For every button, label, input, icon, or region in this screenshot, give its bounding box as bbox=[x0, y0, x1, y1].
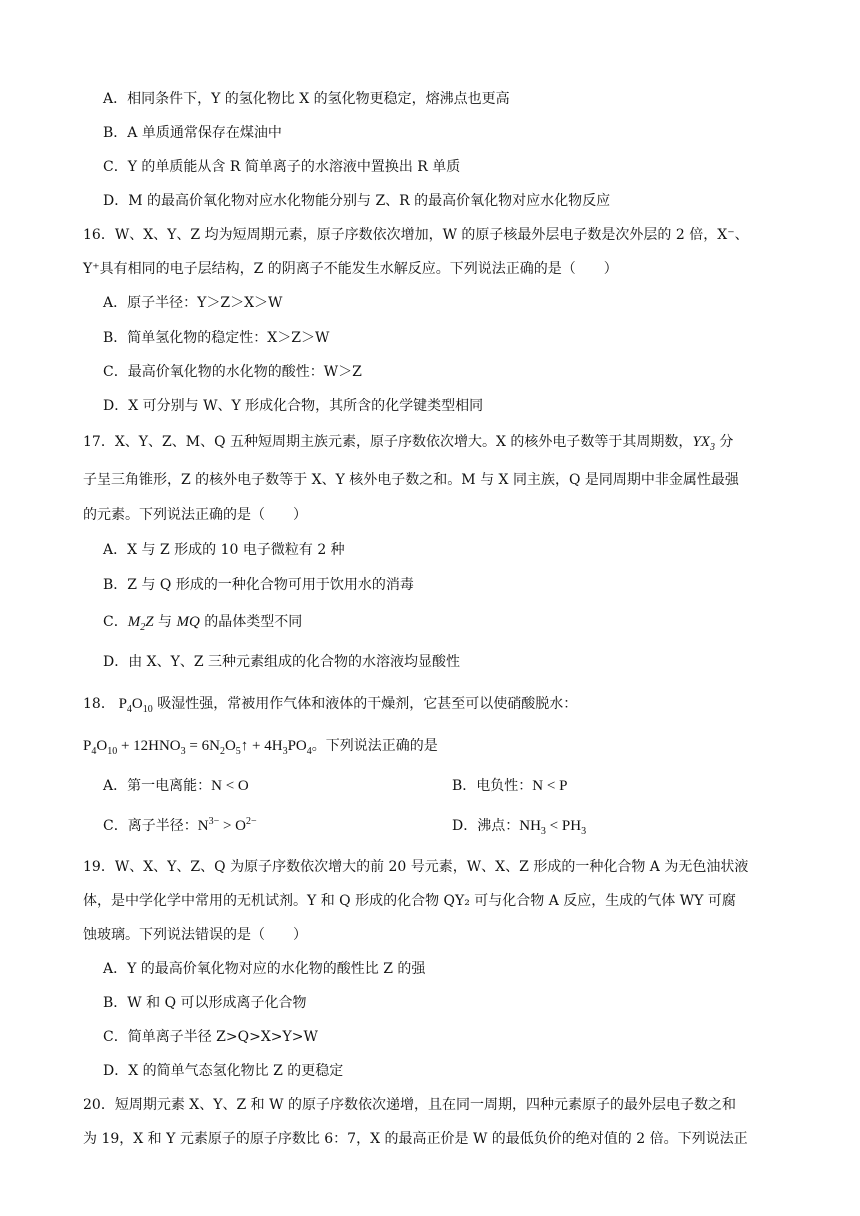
q20-stem-line1: 20．短周期元素 X、Y、Z 和 W 的原子序数依次递增，且在同一周期，四种元素原子的最外层电子数之和 bbox=[83, 1097, 736, 1113]
q16-option-d: D．X 可分别与 W、Y 形成化合物，其所含的化学键类型相同 bbox=[103, 398, 484, 414]
q17-option-a: A．X 与 Z 形成的 10 电子微粒有 2 种 bbox=[103, 542, 345, 558]
q17-option-c: C．$M_2Z$ 与 MQ 的晶体类型不同 bbox=[103, 614, 303, 633]
q17-formula-yx3: $YX_3$ bbox=[692, 434, 715, 453]
formula-mq: MQ bbox=[176, 614, 200, 630]
q16-option-b: B．简单氢化物的稳定性：X＞Z＞W bbox=[103, 330, 330, 346]
q17-stem-line1 bbox=[83, 432, 733, 452]
q16-option-a: A．原子半径：Y＞Z＞X＞W bbox=[103, 295, 283, 311]
q16-option-c: C．最高价氧化物的水化物的酸性：W＞Z bbox=[103, 364, 362, 380]
q18-option-c: C．离子半径：$N^{3-} > O^{2-}$ bbox=[103, 816, 257, 834]
q18-option-d: D．沸点：$NH_3 < PH_3$ bbox=[452, 818, 587, 837]
q17-stem-line2: 子呈三角锥形，Z 的核外电子数等于 X、Y 核外电子数之和。M 与 X 同主族，Q 是同周期中非金属性最强 bbox=[83, 472, 739, 488]
q17-option-b: B．Z 与 Q 形成的一种化合物可用于饮用水的消毒 bbox=[103, 577, 414, 593]
q20-stem-line2: 为 19，X 和 Y 元素原子的原子序数比 6：7，X 的最高正价是 W 的最低负价的绝对值的 2 倍。下列说法正 bbox=[83, 1131, 748, 1147]
q17-stem-text: 17．X、Y、Z、M、Q 五种短周期主族元素，原子序数依次增大。X 的核外电子数等于其周期数， bbox=[83, 434, 693, 450]
formula-m2z: $M_2Z$ bbox=[127, 614, 154, 633]
q15-option-a: A．相同条件下，Y 的氢化物比 X 的氢化物更稳定，熔沸点也更高 bbox=[103, 91, 510, 107]
q19-option-a: A．Y 的最高价氧化物对应的水化物的酸性比 Z 的强 bbox=[103, 961, 426, 977]
q18-option-a: A．第一电离能：N < O bbox=[103, 778, 249, 794]
q18-option-b: B．电负性：N < P bbox=[452, 778, 568, 794]
q18-stem-line1: 18． $P_4O_{10}$ 吸湿性强，常被用作气体和液体的干燥剂，它甚至可以使硝酸脱水： bbox=[83, 696, 578, 715]
q17-option-d: D．由 X、Y、Z 三种元素组成的化合物的水溶液均显酸性 bbox=[103, 654, 461, 670]
q19-option-b: B．W 和 Q 可以形成离子化合物 bbox=[103, 995, 307, 1011]
q19-option-d: D．X 的简单气态氢化物比 Z 的更稳定 bbox=[103, 1063, 344, 1079]
q15-option-c: C．Y 的单质能从含 R 简单离子的水溶液中置换出 R 单质 bbox=[103, 159, 461, 175]
q19-stem-line3: 蚀玻璃。下列说法错误的是（ ） bbox=[83, 927, 307, 943]
formula-p4o10: $P_4O_{10}$ bbox=[114, 696, 153, 715]
q16-stem-line2: Y⁺具有相同的电子层结构，Z 的阴离子不能发生水解反应。下列说法正确的是（ ） bbox=[83, 261, 618, 277]
q17-stem-line3: 的元素。下列说法正确的是（ ） bbox=[83, 507, 307, 523]
q19-stem-line1: 19．W、X、Y、Z、Q 为原子序数依次增大的前 20 号元素，W、X、Z 形成的一种化合物 A 为无色油状液 bbox=[83, 859, 749, 875]
reaction-equation: $P_4O_{10} + 12HNO_3$ = $6N_2O_5↑ + 4H_3PO_4$ bbox=[83, 738, 312, 757]
q19-option-c: C．简单离子半径 Z>Q>X>Y>W bbox=[103, 1029, 318, 1045]
ion-radius-expression: $N^{3-} > O^{2-}$ bbox=[197, 816, 257, 834]
q18-equation: $P_4O_{10} + 12HNO_3$ = $6N_2O_5↑ + 4H_3PO_4$。下列说法正确的是 bbox=[83, 738, 438, 757]
q16-stem-line1: 16．W、X、Y、Z 均为短周期元素，原子序数依次增加，W 的原子核最外层电子数是次外层的 2 倍，X⁻、 bbox=[83, 227, 749, 243]
q15-option-d: D．M 的最高价氧化物对应水化物能分别与 Z、R 的最高价氧化物对应水化物反应 bbox=[103, 193, 611, 209]
q15-option-b: B．A 单质通常保存在煤油中 bbox=[103, 125, 282, 141]
q19-stem-line2: 体，是中学化学中常用的无机试剂。Y 和 Q 形成的化合物 QY₂ 可与化合物 A 反应，生成的气体 WY 可腐 bbox=[83, 893, 736, 909]
q17-stem-tail: 分 bbox=[714, 434, 734, 450]
